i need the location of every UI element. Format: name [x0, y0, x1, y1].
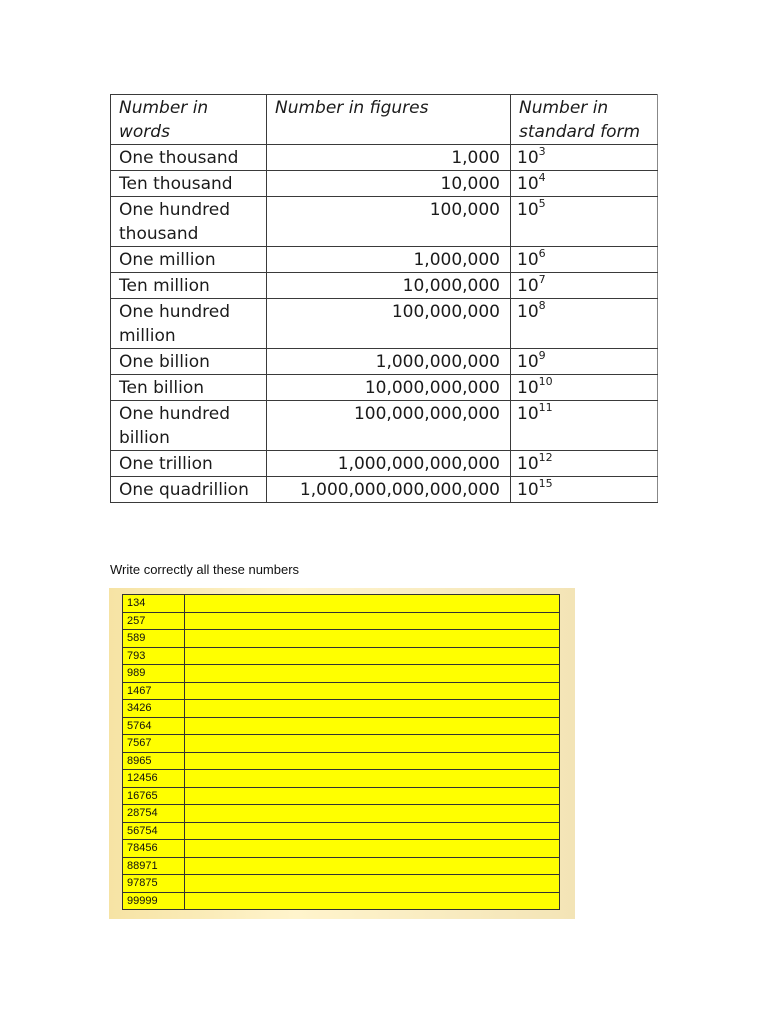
worksheet-number: 97875: [123, 875, 185, 893]
worksheet-row: [123, 770, 560, 788]
worksheet-number: 3426: [123, 700, 185, 718]
standard-form-base: 10: [517, 302, 539, 322]
standard-form-base: 10: [517, 276, 539, 296]
worksheet-row: [123, 892, 560, 910]
worksheet-number: 5764: [123, 717, 185, 735]
worksheet-row: [123, 700, 560, 718]
standard-form: [511, 247, 658, 273]
number-in-figures: 100,000,000: [267, 299, 511, 349]
standard-form: [511, 349, 658, 375]
worksheet-number: 1467: [123, 682, 185, 700]
answer-cell[interactable]: [185, 805, 560, 823]
answer-cell[interactable]: [185, 717, 560, 735]
answer-cell[interactable]: [185, 682, 560, 700]
number-in-figures: 10,000,000,000: [267, 375, 511, 401]
standard-form-base: 10: [517, 148, 539, 168]
worksheet-row: [123, 647, 560, 665]
standard-form-exponent: 11: [538, 401, 553, 414]
standard-form: [511, 451, 658, 477]
standard-form: [511, 477, 658, 503]
answer-cell[interactable]: [185, 647, 560, 665]
number-in-words: One hundred million: [111, 299, 267, 349]
standard-form-exponent: 3: [538, 145, 546, 158]
worksheet-row: [123, 840, 560, 858]
worksheet-number: 989: [123, 665, 185, 683]
number-in-figures: 1,000,000,000,000: [267, 451, 511, 477]
standard-form: [511, 197, 658, 247]
table-row: [111, 299, 658, 349]
number-in-words: Ten billion: [111, 375, 267, 401]
answer-cell[interactable]: [185, 735, 560, 753]
standard-form: [511, 375, 658, 401]
worksheet-body: [123, 595, 560, 910]
worksheet-row: [123, 595, 560, 613]
number-in-words: One quadrillion: [111, 477, 267, 503]
answer-cell[interactable]: [185, 822, 560, 840]
place-value-table: [110, 94, 658, 503]
worksheet-row: [123, 665, 560, 683]
number-in-words: One hundred billion: [111, 401, 267, 451]
standard-form-base: 10: [517, 378, 539, 398]
standard-form: [511, 273, 658, 299]
table-row: [111, 477, 658, 503]
table-row: [111, 145, 658, 171]
worksheet-row: [123, 805, 560, 823]
answer-cell[interactable]: [185, 595, 560, 613]
worksheet-number: 7567: [123, 735, 185, 753]
answer-cell[interactable]: [185, 665, 560, 683]
worksheet-row: [123, 875, 560, 893]
worksheet-row: [123, 787, 560, 805]
standard-form-base: 10: [517, 404, 539, 424]
number-in-words: Ten thousand: [111, 171, 267, 197]
place-value-body: [111, 145, 658, 503]
number-in-words: One trillion: [111, 451, 267, 477]
table-row: [111, 171, 658, 197]
answer-cell[interactable]: [185, 857, 560, 875]
worksheet-number: 16765: [123, 787, 185, 805]
standard-form-base: 10: [517, 250, 539, 270]
answer-cell[interactable]: [185, 875, 560, 893]
number-in-words: One billion: [111, 349, 267, 375]
table-header-row: [111, 95, 658, 145]
standard-form-exponent: 5: [538, 197, 546, 210]
worksheet-number: 793: [123, 647, 185, 665]
worksheet-number: 28754: [123, 805, 185, 823]
standard-form-exponent: 8: [538, 299, 546, 312]
standard-form-exponent: 12: [538, 451, 553, 464]
answer-cell[interactable]: [185, 612, 560, 630]
number-in-figures: 1,000,000,000,000,000: [267, 477, 511, 503]
worksheet-number: 99999: [123, 892, 185, 910]
number-in-words: One million: [111, 247, 267, 273]
answer-cell[interactable]: [185, 630, 560, 648]
answer-cell[interactable]: [185, 752, 560, 770]
answer-cell[interactable]: [185, 787, 560, 805]
standard-form-base: 10: [517, 454, 539, 474]
worksheet-row: [123, 717, 560, 735]
table-row: [111, 375, 658, 401]
worksheet-row: [123, 735, 560, 753]
standard-form-base: 10: [517, 480, 539, 500]
standard-form-exponent: 7: [538, 273, 546, 286]
header-standard-form: Number in standard form: [511, 95, 658, 145]
standard-form-exponent: 9: [538, 349, 546, 362]
number-in-words: One thousand: [111, 145, 267, 171]
standard-form-exponent: 6: [538, 247, 546, 260]
standard-form-exponent: 15: [538, 477, 553, 490]
table-row: [111, 197, 658, 247]
standard-form-exponent: 10: [538, 375, 553, 388]
number-in-figures: 100,000: [267, 197, 511, 247]
number-in-words: One hundred thousand: [111, 197, 267, 247]
number-in-figures: 100,000,000,000: [267, 401, 511, 451]
standard-form-base: 10: [517, 200, 539, 220]
table-row: [111, 401, 658, 451]
number-in-figures: 1,000,000: [267, 247, 511, 273]
table-row: [111, 247, 658, 273]
worksheet-number: 8965: [123, 752, 185, 770]
worksheet-row: [123, 752, 560, 770]
standard-form: [511, 401, 658, 451]
answer-cell[interactable]: [185, 700, 560, 718]
answer-cell[interactable]: [185, 892, 560, 910]
standard-form: [511, 299, 658, 349]
worksheet-row: [123, 682, 560, 700]
worksheet-number: 12456: [123, 770, 185, 788]
answer-cell[interactable]: [185, 770, 560, 788]
worksheet-number: 134: [123, 595, 185, 613]
header-figures: Number in figures: [267, 95, 511, 145]
standard-form-exponent: 4: [538, 171, 546, 184]
worksheet-number: 257: [123, 612, 185, 630]
instruction-text: Write correctly all these numbers: [110, 562, 300, 577]
table-row: [111, 349, 658, 375]
standard-form-base: 10: [517, 174, 539, 194]
table-row: [111, 273, 658, 299]
standard-form: [511, 171, 658, 197]
answer-cell[interactable]: [185, 840, 560, 858]
worksheet-row: [123, 612, 560, 630]
worksheet-number: 589: [123, 630, 185, 648]
worksheet-number: 78456: [123, 840, 185, 858]
worksheet-row: [123, 822, 560, 840]
worksheet-number: 88971: [123, 857, 185, 875]
worksheet-row: [123, 630, 560, 648]
standard-form-base: 10: [517, 352, 539, 372]
header-words: Number in words: [111, 95, 267, 145]
standard-form: [511, 145, 658, 171]
worksheet-table: [122, 594, 560, 910]
table-row: [111, 451, 658, 477]
number-in-figures: 1,000,000,000: [267, 349, 511, 375]
worksheet-number: 56754: [123, 822, 185, 840]
number-in-figures: 10,000: [267, 171, 511, 197]
number-in-words: Ten million: [111, 273, 267, 299]
worksheet-row: [123, 857, 560, 875]
number-in-figures: 10,000,000: [267, 273, 511, 299]
number-in-figures: 1,000: [267, 145, 511, 171]
